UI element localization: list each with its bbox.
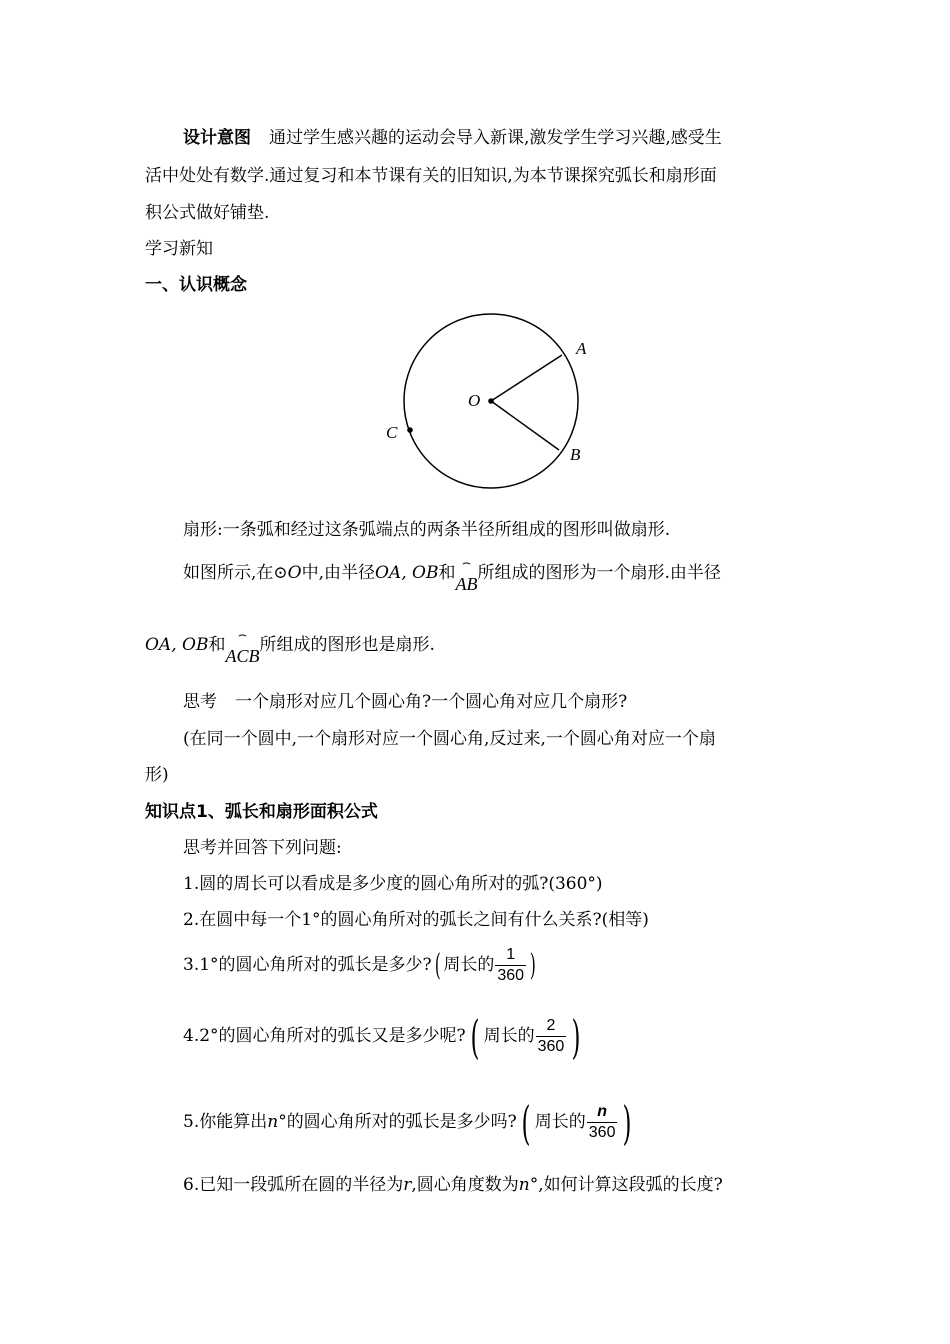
heading-concepts: 一、认识概念 xyxy=(145,275,247,295)
design-intent-text1: 通过学生感兴趣的运动会导入新课,激发学生学习兴趣,感受生 xyxy=(269,128,722,148)
q4-denominator: 360 xyxy=(537,1038,565,1055)
q5-prefix: 周长的 xyxy=(534,1112,586,1132)
q4-fraction xyxy=(536,1016,567,1057)
design-intent-label: 设计意图 xyxy=(183,128,251,148)
q4-numerator: 2 xyxy=(536,1016,567,1037)
q3-numerator: 1 xyxy=(495,945,526,966)
radii-label-2: OA, OB xyxy=(145,635,209,655)
q3-paren-close: ) xyxy=(530,947,536,983)
q5-n: n xyxy=(267,1112,279,1132)
section-learn: 学习新知 xyxy=(145,239,213,259)
q4-paren-close: ) xyxy=(571,1009,581,1064)
design-intent-line1 xyxy=(183,126,722,150)
example-text-a: 如图所示,在⊙ xyxy=(183,563,288,583)
question-4 xyxy=(183,1009,585,1064)
arc-ACB-label: ACB xyxy=(225,646,260,666)
q4-text: 4.2°的圆心角所对的弧长又是多少呢? xyxy=(183,1026,466,1046)
q6-n: n xyxy=(518,1175,530,1195)
question-3 xyxy=(183,944,539,987)
q5-fraction xyxy=(587,1102,618,1143)
prompt: 思考并回答下列问题: xyxy=(183,838,342,858)
think-answer1: (在同一个圆中,一个扇形对应一个圆心角,反过来,一个圆心角对应一个扇 xyxy=(183,729,716,749)
center-O: O xyxy=(287,563,302,583)
q3-denominator: 360 xyxy=(497,967,525,984)
design-intent-line3: 积公式做好铺垫. xyxy=(145,203,270,223)
label-A: A xyxy=(576,339,587,358)
example-line1 xyxy=(183,556,721,594)
think-text: 一个扇形对应几个圆心角?一个圆心角对应几个扇形? xyxy=(235,692,628,712)
q6-text-a: 6.已知一段弧所在圆的半径为 xyxy=(183,1175,404,1195)
arc-AB-label: AB xyxy=(455,574,478,594)
q3-prefix: 周长的 xyxy=(443,955,495,975)
question-1: 1.圆的周长可以看成是多少度的圆心角所对的弧?(360°) xyxy=(183,874,603,894)
label-C: C xyxy=(386,423,398,442)
q3-text: 3.1°的圆心角所对的弧长是多少? xyxy=(183,955,432,975)
point-C xyxy=(407,427,413,433)
think-answer2: 形) xyxy=(145,765,169,785)
q6-text-c: °,如何计算这段弧的长度? xyxy=(529,1175,723,1195)
example-text-b: 中,由半径 xyxy=(301,563,375,583)
example-text-f: 所组成的图形也是扇形. xyxy=(259,635,435,655)
q5-denominator: 360 xyxy=(588,1124,616,1141)
question-2: 2.在圆中每一个1°的圆心角所对的弧长之间有什么关系?(相等) xyxy=(183,910,649,930)
arc-mark: ⌢ xyxy=(461,556,472,571)
sector-definition: 扇形:一条弧和经过这条弧端点的两条半径所组成的图形叫做扇形. xyxy=(183,520,671,540)
circle-figure xyxy=(380,305,610,500)
arc-mark-2: ⌢ xyxy=(237,628,248,643)
example-text-c: 和 xyxy=(438,563,456,583)
q5-text-b: °的圆心角所对的弧长是多少吗? xyxy=(278,1112,517,1132)
q5-paren-close: ) xyxy=(622,1095,632,1150)
q3-paren-open: ( xyxy=(434,947,441,983)
question-6 xyxy=(183,1173,723,1197)
q5-numerator: n xyxy=(587,1102,618,1123)
think-label: 思考 xyxy=(183,692,217,712)
design-intent-line2: 活中处处有数学.通过复习和本节课有关的旧知识,为本节课探究弧长和扇形面 xyxy=(145,166,717,186)
think-question xyxy=(183,690,627,714)
q4-prefix: 周长的 xyxy=(483,1026,535,1046)
radius-OB xyxy=(491,401,559,450)
heading-knowledge-1: 知识点1、弧长和扇形面积公式 xyxy=(145,802,378,822)
center-point xyxy=(488,398,494,404)
arc-ACB xyxy=(225,628,260,668)
label-B: B xyxy=(570,445,581,464)
question-5 xyxy=(183,1095,636,1150)
radii-label: OA, OB xyxy=(375,563,439,583)
example-text-e: 和 xyxy=(208,635,226,655)
q3-fraction xyxy=(495,945,526,986)
q5-text-a: 5.你能算出 xyxy=(183,1112,268,1132)
label-O: O xyxy=(468,391,481,410)
q5-paren-open: ( xyxy=(521,1095,531,1150)
q6-r: r xyxy=(403,1175,412,1195)
q6-text-b: ,圆心角度数为 xyxy=(411,1175,519,1195)
arc-AB xyxy=(455,556,478,596)
example-line2 xyxy=(145,628,435,666)
example-text-d: 所组成的图形为一个扇形.由半径 xyxy=(477,563,721,583)
q4-paren-open: ( xyxy=(470,1009,480,1064)
radius-OA xyxy=(491,355,562,401)
